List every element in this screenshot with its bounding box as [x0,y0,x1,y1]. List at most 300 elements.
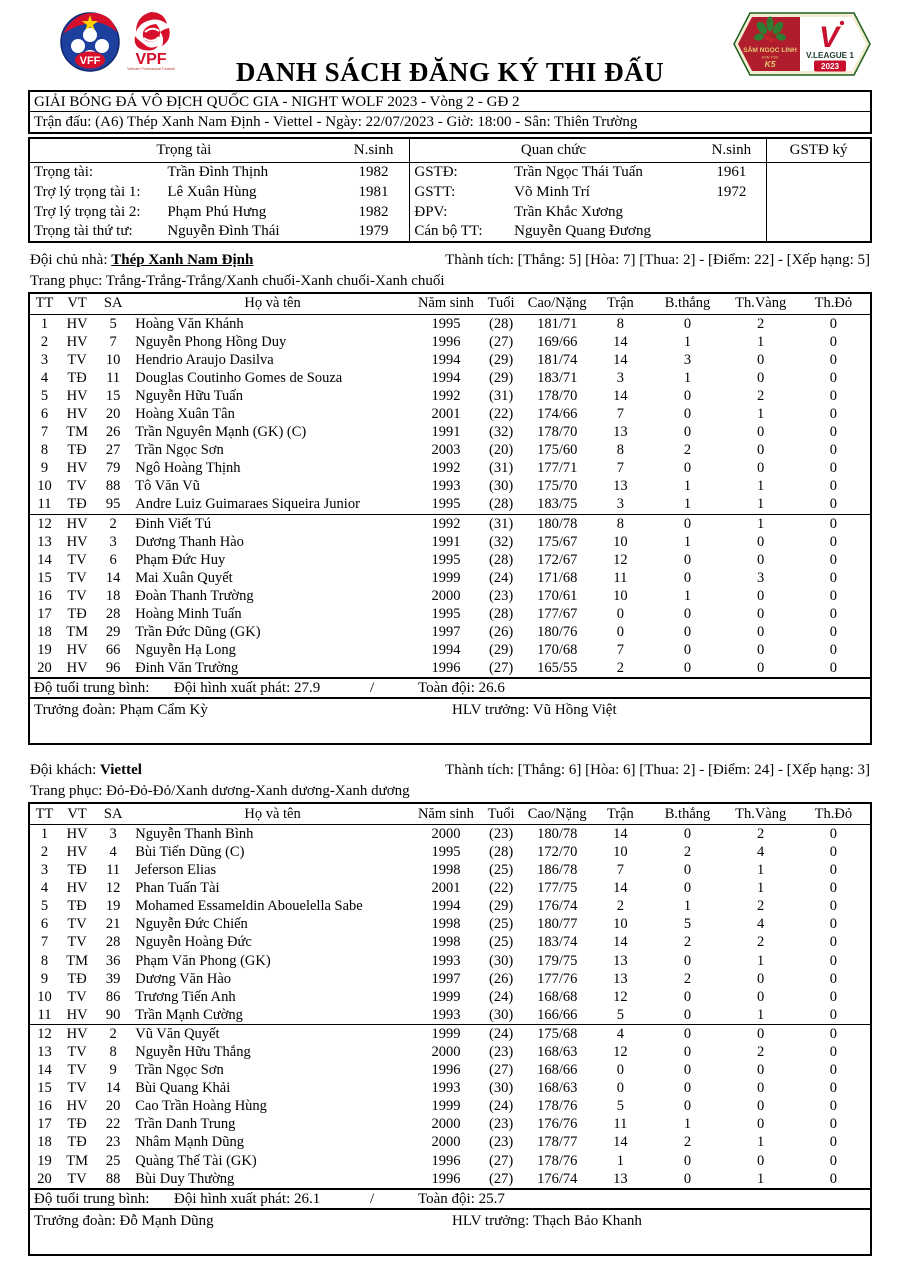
player-row [29,623,871,641]
player-row-cell: Ngô Hoàng Thịnh [135,460,241,477]
player-row-cell: 13 [613,952,628,969]
player-row-cell: Trần Mạnh Cường [135,1006,243,1023]
player-row [29,459,871,477]
player-row-cell: 0 [757,624,765,641]
player-row-cell: 10 [105,351,121,368]
player-row-cell: (24) [488,569,514,586]
player-row-cell: 3 [616,496,624,513]
player-row-cell: 0 [829,1116,837,1133]
player-row-cell: 175/67 [537,533,578,550]
player-row-cell: TV [67,916,87,933]
player-row-cell: 0 [616,1062,624,1079]
col-matches: Trận [590,293,650,314]
player-row [29,514,871,533]
player-row-cell: 0 [683,387,692,404]
player-row-cell: 1 [40,315,49,332]
official-row-cell: Trần Ngọc Thái Tuấn [514,163,643,180]
player-row-cell: Mohamed Essameldin Abouelella Sabe [135,898,363,915]
player-row-cell: 4 [590,1024,650,1043]
player-row-cell: (22) [488,880,514,897]
player-row-cell: 96 [105,660,121,677]
player-row-cell: 3 [683,351,692,368]
player-row-cell: (23) [488,1116,514,1133]
player-row-cell: 0 [829,442,837,459]
player-row-cell: 0 [757,587,765,604]
player-row-cell: 1995 [431,496,461,513]
player-row-cell: 0 [757,988,765,1005]
player-row-cell: 28 [105,606,121,622]
player-row-cell: 11 [37,1006,52,1023]
player-row-cell: 2 [757,825,765,842]
away-team-record: Thành tích: [Thắng: 6] [Hòa: 6] [Thua: 2] - [Điểm: 24] - [Xếp hạng: 3] [445,762,870,779]
player-row-cell: 3 [109,533,117,550]
player-row-cell: Trần Ngọc Sơn [135,1062,224,1079]
player-row-cell: 9 [109,1062,117,1079]
official-row-cell: GSTĐ: [410,162,514,182]
away-team-label: Đội khách: [30,762,97,779]
col-yellow: Th.Vàng [725,803,797,824]
officials-table [28,137,872,243]
col-sa: SA [95,293,131,314]
away-team-kit: Trang phục: Đỏ-Đỏ-Đỏ/Xanh dương-Xanh dương-Xanh dương [30,783,410,800]
player-row-cell: 11 [106,369,121,386]
vleague-badge-icon [732,11,872,77]
player-row-cell: (28) [488,843,514,860]
player-row-cell: HV [59,1024,95,1043]
player-row-cell: 1993 [431,478,461,495]
player-row-cell: 0 [829,952,837,969]
avg-age-whole: Toàn đội: 25.7 [418,1190,505,1207]
player-row-cell: 2 [95,514,131,533]
official-row-cell: Nguyễn Quang Đương [514,223,651,239]
player-row-cell: 0 [650,1024,724,1043]
player-row-cell: 6 [40,916,49,933]
player-row-cell: 2 [40,333,49,350]
player-row-cell: 1994 [431,369,461,386]
player-row-cell: 1996 [431,660,461,677]
player-row-cell: 5 [40,898,49,915]
player-row-cell: (29) [488,369,514,386]
player-row-cell: 1 [683,587,692,604]
player-row-cell: HV [66,843,88,860]
player-row [29,495,871,514]
player-row [29,569,871,587]
col-age: Tuổi [478,293,524,314]
player-row [29,933,871,951]
player-row-cell: 177/76 [537,970,578,987]
player-row-cell: Hoàng Văn Khánh [135,315,244,332]
player-row-cell: 181/74 [537,351,578,368]
player-row-cell: 171/68 [537,569,578,586]
player-row-cell: 183/74 [537,934,578,951]
player-row [29,369,871,387]
player-row-cell: Hendrio Araujo Dasilva [135,351,274,368]
player-row-cell: 7 [616,405,624,422]
official-row [29,222,871,242]
player-row-cell: (24) [488,1098,514,1115]
player-row [29,441,871,459]
player-row-cell: 2 [95,1024,131,1043]
player-row-cell: 2000 [431,1134,461,1151]
player-row-cell: 0 [683,1170,692,1187]
player-row-cell: 3 [40,862,49,879]
player-row-cell: 0 [829,1080,837,1097]
player-row-cell: (22) [488,405,514,422]
player-row-cell: 14 [613,387,628,404]
official-row-cell: 1981 [358,183,389,200]
player-row-cell: Trần Nguyên Mạnh (GK) (C) [135,424,307,441]
player-row-cell: 0 [683,1006,692,1023]
player-row-cell: 8 [590,514,650,533]
player-row-cell: (27) [488,660,514,677]
player-row-cell: 176/76 [537,1116,578,1133]
home-staff-row [28,697,872,745]
player-row-cell: Dương Thanh Hào [135,533,244,550]
away-team-line [28,760,872,781]
player-row-cell: 1994 [431,351,461,368]
player-row-cell: (27) [488,333,514,350]
player-row-cell: 14 [105,1080,121,1097]
player-row-cell: 0 [757,1098,765,1115]
born-header-2: N.sinh [697,138,767,162]
player-row-cell: 3 [616,369,624,386]
player-row-cell: 0 [683,1098,692,1115]
player-row-cell: 12 [29,514,59,533]
player-row-cell: 1 [757,862,765,879]
player-row-cell: (23) [488,1044,514,1060]
player-row-cell: 20 [37,660,52,677]
player-row-cell: 2000 [431,1116,461,1133]
player-row [29,879,871,897]
svg-text:KON TUM: KON TUM [761,55,779,60]
vleague-mark: V [818,21,840,54]
player-row-cell: 20 [105,405,121,422]
player-row-cell: 5 [616,1006,624,1023]
player-row-cell: Tô Văn Vũ [135,478,200,495]
player-row-cell: 9 [40,460,49,477]
player-row-cell: 0 [829,351,837,368]
player-row-cell: 0 [829,1098,837,1115]
player-row-cell: TĐ [67,970,87,987]
player-row-cell: 1992 [414,514,478,533]
player-row-cell: 2 [683,970,692,987]
player-row-cell: (27) [488,1152,514,1169]
player-row-cell: 0 [829,405,837,422]
player-row-cell: Nguyễn Hữu Tuấn [135,387,243,404]
player-row-cell: 2 [683,442,692,459]
player-row-cell: 13 [613,424,628,441]
player-row-cell: HV [66,533,88,550]
player-row-cell: (31) [478,514,524,533]
player-row-cell: 20 [37,1170,52,1187]
col-goals: B.thắng [650,293,724,314]
player-row-cell: 4 [757,843,765,860]
player-row-cell: 2 [683,843,692,860]
player-row [29,897,871,915]
player-row-cell: Đinh Văn Trường [135,660,239,677]
col-height-weight: Cao/Nặng [524,293,590,314]
player-row-cell: 19 [37,642,52,659]
player-row-cell: 0 [683,862,692,879]
player-row-cell: 0 [829,843,837,860]
player-row-cell: 0 [829,333,837,350]
player-row-cell: 175/70 [537,478,578,495]
player-row-cell: 9 [40,970,49,987]
player-row-cell: 0 [757,660,765,677]
player-row-cell: 178/70 [537,387,578,404]
player-row-cell: 1 [757,478,765,495]
player-row-cell: 2 [757,898,765,915]
player-row-cell: 178/77 [537,1134,578,1151]
player-row-cell: 180/76 [537,624,578,641]
player-row-cell: HV [66,387,88,404]
player-row-cell: Nguyễn Thanh Bình [135,825,254,842]
player-row-cell: 0 [829,587,837,604]
player-row-cell: 20 [105,1098,121,1115]
player-row-cell: 7 [616,642,624,659]
player-row-cell: 1997 [431,970,461,987]
player-row-cell: 7 [109,333,117,350]
player-row-cell: 2 [40,843,49,860]
home-team-kit: Trang phục: Trắng-Trắng-Trắng/Xanh chuối-Xanh chuối-Xanh chuối [30,273,445,289]
player-row-cell: 168/68 [537,988,578,1005]
player-row-cell: 0 [757,424,765,441]
player-row-cell: TĐ [67,369,87,386]
player-row-cell: 0 [797,514,871,533]
registration-sheet [28,0,872,1256]
player-row-cell: 168/66 [537,1062,578,1079]
official-row-cell: 1972 [716,183,747,200]
player-row-cell: 2003 [431,442,461,459]
player-row-cell: 175/60 [537,442,578,459]
official-row-cell: Võ Minh Trí [514,183,590,200]
player-row-cell: 10 [37,478,52,495]
col-born: Năm sinh [414,803,478,824]
player-row-cell: Mai Xuân Quyết [135,569,233,586]
player-row-cell: 8 [40,952,49,969]
player-row-cell: TV [67,478,87,495]
player-row-cell: 1999 [431,569,461,586]
official-row-cell: Phạm Phú Hưng [167,203,267,220]
col-vt: VT [59,293,95,314]
official-row [29,182,871,202]
player-row-cell: 36 [105,952,121,969]
player-row [29,641,871,659]
player-row-cell: 0 [829,1062,837,1079]
player-row-cell: 15 [105,387,121,404]
official-row-cell: Cán bộ TT: [410,222,514,242]
player-row-cell: 1 [683,1116,692,1133]
player-row-cell: 0 [683,880,692,897]
avg-age-whole: Toàn đội: 26.6 [418,680,505,697]
player-row-cell: (24) [478,1024,524,1043]
player-row-cell: (31) [488,460,514,477]
player-row [29,915,871,933]
away-staff-row [28,1208,872,1256]
player-row [29,605,871,623]
col-tt: TT [29,293,59,314]
player-row-cell: 3 [40,351,49,368]
official-row-cell: 1982 [358,203,389,220]
player-row-cell: 176/74 [537,898,578,915]
col-red: Th.Đỏ [797,803,871,824]
player-row-cell: 1 [40,825,49,842]
player-row-cell: 2000 [431,1044,461,1060]
player-row-cell: 0 [829,1152,837,1169]
player-row-cell: TĐ [67,898,87,915]
player-row-cell: 95 [105,496,121,513]
player-row-cell: (29) [488,642,514,659]
svg-text:SÂM NGỌC LINH: SÂM NGỌC LINH [743,47,797,54]
player-row-cell: TV [67,1044,87,1060]
player-row-cell: 0 [829,970,837,987]
player-row-cell: 1996 [431,1170,461,1187]
player-row-cell: TV [67,1080,87,1097]
player-row-cell: 170/61 [537,587,578,604]
player-row-cell: 0 [616,606,624,622]
official-row-cell: Trần Khắc Xương [514,203,623,220]
player-row-cell: 0 [829,460,837,477]
player-row-cell: 0 [683,642,692,659]
player-row-cell: 0 [683,825,692,842]
player-row [29,423,871,441]
player-row-cell: 1999 [431,988,461,1005]
official-row-cell: 1961 [716,163,747,180]
player-row-cell: 12 [613,551,628,568]
player-row-cell: 0 [683,315,692,332]
player-row [29,551,871,569]
player-row-cell: 0 [683,551,692,568]
player-row [29,477,871,495]
player-row-cell: 0 [683,1080,692,1097]
official-row-cell: Trọng tài thứ tư: [34,223,133,239]
player-row-cell: TM [66,952,88,969]
official-row-cell [767,202,871,222]
player-row-cell: 1991 [431,424,461,441]
col-matches: Trận [590,803,650,824]
player-row-cell: 15 [37,1080,52,1097]
player-row-cell: 1996 [431,1062,461,1079]
player-row-cell: Douglas Coutinho Gomes de Souza [135,369,343,386]
player-row-cell: 2 [757,387,765,404]
player-row-cell: 0 [829,1044,837,1060]
player-row-cell: 10 [613,843,628,860]
player-row-cell: 0 [829,624,837,641]
player-row-cell: 13 [37,1044,52,1060]
home-manager: Trưởng đoàn: Phạm Cẩm Kỳ [34,702,208,719]
player-row-cell: 3 [109,825,117,842]
player-row-cell: 14 [613,1134,628,1151]
player-row-cell: 10 [613,533,628,550]
player-row-cell: 183/71 [537,369,578,386]
svg-text:2023: 2023 [820,62,840,71]
player-row-cell: Đinh Viết Tú [131,514,414,533]
player-row-cell: 2000 [431,825,461,842]
away-manager: Trưởng đoàn: Đỗ Mạnh Dũng [34,1212,214,1229]
player-row-cell: (28) [488,551,514,568]
player-row-cell: 1 [757,1134,765,1151]
player-row-cell: 179/75 [537,952,578,969]
player-row-cell: 11 [106,862,121,879]
player-row-cell: 27 [105,442,121,459]
player-row-cell: 0 [683,569,692,586]
player-row [29,824,871,843]
player-row-cell: (24) [488,988,514,1005]
born-header-1: N.sinh [338,138,410,162]
player-row-cell: 1994 [431,898,461,915]
player-row-cell: Bùi Duy Thường [135,1170,235,1187]
tournament-title: GIẢI BÓNG ĐÁ VÔ ĐỊCH QUỐC GIA - NIGHT WOLF 2023 - Vòng 2 - GĐ 2 [30,92,870,112]
player-row-cell: TV [67,551,87,568]
player-row-cell: Bùi Quang Khải [135,1080,231,1097]
player-row-cell: 90 [105,1006,121,1023]
player-row-cell: 13 [613,478,628,495]
player-row-cell: 0 [757,1152,765,1169]
player-row-cell: 0 [829,533,837,550]
page-title: DANH SÁCH ĐĂNG KÝ THI ĐẤU [235,57,665,87]
home-avg-age-row [28,677,872,699]
player-row-cell: (29) [488,898,514,915]
player-row-cell: 1993 [431,1006,461,1023]
col-born: Năm sinh [414,293,478,314]
player-row-cell: 0 [683,952,692,969]
player-row-cell: 1 [757,1170,765,1187]
player-row-cell: 0 [829,569,837,586]
player-row-cell: 2 [616,660,624,677]
home-team-label: Đội chủ nhà: [30,252,108,268]
avg-age-starting: Đội hình xuất phát: 26.1 [174,1190,321,1207]
player-row-cell: 0 [757,442,765,459]
player-row-cell: TV [67,1170,87,1187]
player-row [29,1097,871,1115]
player-row-cell: 7 [40,424,49,441]
player-row-cell: 0 [829,551,837,568]
player-row-cell: 0 [829,606,837,622]
player-row-cell: 18 [105,587,121,604]
player-row-cell: 1993 [431,952,461,969]
player-row-cell: 7 [616,862,624,879]
player-row-cell: Nhâm Mạnh Dũng [135,1134,244,1151]
official-row-cell: Trọng tài: [34,163,94,180]
official-row-cell: ĐPV: [410,202,514,222]
player-row-cell: (32) [488,424,514,441]
player-row-cell: 0 [757,1080,765,1097]
player-row-cell: 1995 [431,315,461,332]
svg-text:K5: K5 [764,59,776,69]
player-row-cell: 0 [757,1062,765,1079]
player-row-cell: (27) [488,1170,514,1187]
player-row-cell: 5 [109,315,117,332]
player-row-cell: 0 [829,1006,837,1023]
player-row-cell: (20) [488,442,514,459]
player-row-cell: 13 [613,970,628,987]
col-sa: SA [95,803,131,824]
player-row-cell: 28 [105,934,121,951]
player-row-cell: TV [67,934,87,951]
player-row-cell: Phạm Đức Huy [135,551,226,568]
player-row-cell: 168/63 [537,1080,578,1097]
official-row-cell: GSTT: [410,182,514,202]
player-row-cell: 0 [757,351,765,368]
player-row-cell: 15 [37,569,52,586]
player-row [29,405,871,423]
sign-header: GSTĐ ký [767,138,871,162]
player-row-cell: 180/78 [524,514,590,533]
col-goals: B.thắng [650,803,724,824]
player-row-cell: 2 [757,1044,765,1060]
player-row-cell: 172/67 [537,551,578,568]
player-row-cell: 18 [37,624,52,641]
